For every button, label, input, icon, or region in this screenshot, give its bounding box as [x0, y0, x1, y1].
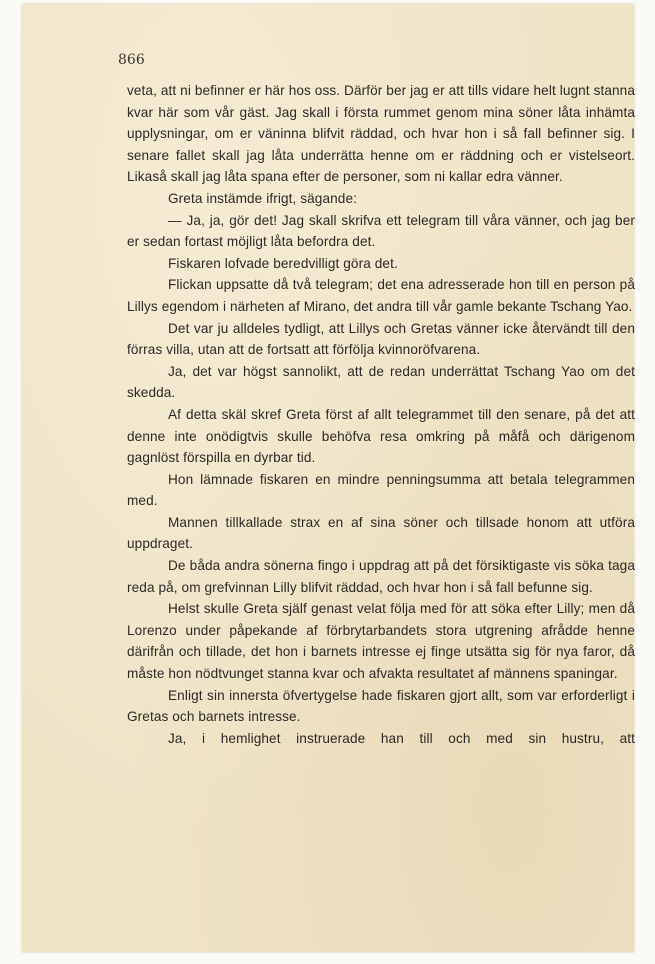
- paragraph: Helst skulle Greta själf genast velat följa med för att söka efter Lilly; men då Lorenzo under påpekande af förbrytarbandets stora utgrening afrådde henne därifrån och tillade, det hon i barnets intresse ej finge utsätta sig för nya faror, då måste hon nödtvunget stanna kvar och afvakta resultatet af männens spaningar.: [127, 601, 635, 682]
- paragraph: Ja, det var högst sannolikt, att de redan underrättat Tschang Yao om det skedda.: [127, 363, 635, 401]
- paragraph: Enligt sin innersta öfvertygelse hade fiskaren gjort allt, som var erforderligt i Gretas och barnets intresse.: [127, 687, 635, 725]
- paragraph: Flickan uppsatte då två telegram; det ena adresserade hon till en person på Lillys egendom i närheten af Mirano, det andra till vår gamle bekante Tschang Yao.: [127, 277, 635, 314]
- paragraph: — Ja, ja, gör det! Jag skall skrifva ett telegram till våra vänner, och jag ber er sedan fortast möjligt låta befordra det.: [127, 212, 635, 250]
- paragraph: Greta instämde ifrigt, sägande:: [168, 190, 357, 206]
- paragraph: Af detta skäl skref Greta först af allt telegrammet till den senare, på det att denne inte onödigtvis skulle behöfva resa omkring på måfå och därigenom gagnlöst förspilla en dyrbar tid.: [127, 406, 635, 466]
- paragraph: Fiskaren lofvade beredvilligt göra det.: [168, 255, 398, 271]
- book-page: [22, 4, 634, 952]
- body-text: [127, 80, 635, 749]
- page-number: 866: [118, 52, 145, 68]
- paragraph: Hon lämnade fiskaren en mindre penningsumma att betala telegrammen med.: [127, 471, 635, 509]
- paragraph: Ja, i hemlighet instruerade han till och med sin hustru, att: [168, 730, 635, 746]
- paragraph: De båda andra sönerna fingo i uppdrag att på det försiktigaste vis söka taga reda på, om grefvinnan Lilly blifvit räddad, och hvar hon i så fall befunne sig.: [127, 558, 635, 595]
- paragraph: Mannen tillkallade strax en af sina söner och tillsade honom att utföra uppdraget.: [127, 514, 635, 552]
- paragraph: Det var ju alldeles tydligt, att Lillys och Gretas vänner icke återvändt till den förras villa, utan att de fortsatt att förfölja kvinnoröfvarena.: [127, 320, 635, 358]
- paragraph: veta, att ni befinner er här hos oss. Därför ber jag er att tills vidare helt lugnt stanna kvar här som vår gäst. Jag skall i första rummet genom mina söner låta inhämta upplysningar, om er väninna blifvit räddad, och hvar hon i så fall befinner sig. I senare fallet skall jag låta underrätta henne om er räddning och er vistelseort. Likaså skall jag låta spana efter de personer, som ni kallar edra vänner.: [127, 83, 635, 185]
